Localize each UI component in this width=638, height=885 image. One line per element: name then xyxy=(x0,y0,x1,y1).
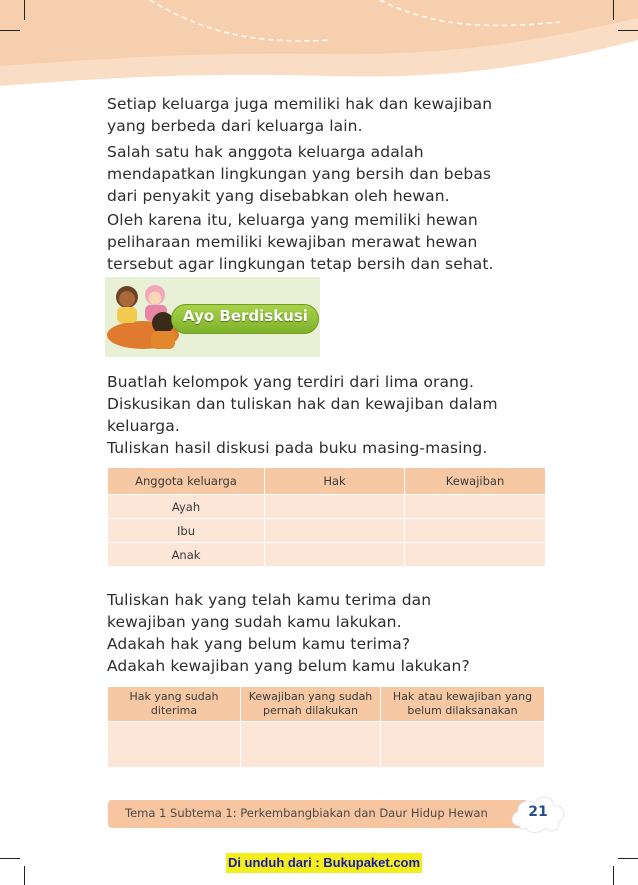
answer-cell[interactable] xyxy=(108,722,241,768)
table-row xyxy=(108,543,546,567)
member-cell: Ayah xyxy=(108,495,265,519)
text-line: tersebut agar lingkungan tetap bersih dan sehat. xyxy=(107,255,494,273)
column-header: Kewajiban xyxy=(405,468,546,495)
table-row xyxy=(108,495,546,519)
text-line: Oleh karena itu, keluarga yang memiliki hewan xyxy=(107,211,478,229)
text-line: kewajiban yang sudah kamu lakukan. xyxy=(107,613,402,631)
crop-mark xyxy=(0,858,20,859)
text-line: dari penyakit yang disebabkan oleh hewan. xyxy=(107,187,450,205)
table-row xyxy=(108,722,545,768)
paragraph-2 xyxy=(107,141,491,207)
member-cell: Ibu xyxy=(108,519,265,543)
header-line: Kewajiban yang sudah xyxy=(248,690,373,703)
text-line: peliharaan memiliki kewajiban merawat hewan xyxy=(107,233,478,251)
answer-cell[interactable] xyxy=(241,722,381,768)
text-line: Buatlah kelompok yang terdiri dari lima orang. xyxy=(107,373,475,391)
column-header: Hak xyxy=(265,468,405,495)
text-line: Salah satu hak anggota keluarga adalah xyxy=(107,143,424,161)
text-line: Adakah hak yang belum kamu terima? xyxy=(107,635,411,653)
rights-cell[interactable] xyxy=(265,543,405,567)
family-rights-table xyxy=(107,467,546,567)
crop-mark xyxy=(613,866,614,885)
header-line: pernah dilakukan xyxy=(263,704,358,717)
rights-duties-table xyxy=(107,686,545,768)
text-line: yang berbeda dari keluarga lain. xyxy=(107,117,363,135)
top-wave-band xyxy=(0,0,638,90)
table-header-row xyxy=(108,687,545,722)
questions xyxy=(107,589,470,677)
column-header xyxy=(241,687,381,722)
rights-cell[interactable] xyxy=(265,495,405,519)
duties-cell[interactable] xyxy=(405,543,546,567)
paragraph-1 xyxy=(107,93,492,137)
column-header: Anggota keluarga xyxy=(108,468,265,495)
duties-cell[interactable] xyxy=(405,519,546,543)
column-header xyxy=(108,687,241,722)
instructions xyxy=(107,371,498,459)
text-line: Diskusikan dan tuliskan hak dan kewajiban dalam xyxy=(107,395,498,413)
paragraph-3 xyxy=(107,209,494,275)
text-line: Tuliskan hak yang telah kamu terima dan xyxy=(107,591,432,609)
crop-mark xyxy=(24,866,25,885)
discussion-banner xyxy=(105,277,320,357)
crop-mark xyxy=(0,30,20,31)
table-row xyxy=(108,519,546,543)
crop-mark xyxy=(613,0,614,20)
rights-cell[interactable] xyxy=(265,519,405,543)
answer-cell[interactable] xyxy=(381,722,545,768)
header-line: Hak yang sudah xyxy=(129,690,219,703)
header-line: diterima xyxy=(150,704,198,717)
text-line: Setiap keluarga juga memiliki hak dan kewajiban xyxy=(107,95,493,113)
header-line: belum dilaksanakan xyxy=(407,704,518,717)
table-header-row xyxy=(108,468,546,495)
text-line: Tuliskan hasil diskusi pada buku masing-masing. xyxy=(107,439,488,457)
crop-mark xyxy=(618,30,638,31)
text-line: Adakah kewajiban yang belum kamu lakukan? xyxy=(107,657,470,675)
text-line: keluarga. xyxy=(107,417,180,435)
download-notice[interactable]: Di unduh dari : Bukupaket.com xyxy=(226,853,422,873)
duties-cell[interactable] xyxy=(405,495,546,519)
banner-title: Ayo Berdiskusi xyxy=(183,307,308,325)
header-line: Hak atau kewajiban yang xyxy=(392,690,533,703)
column-header xyxy=(381,687,545,722)
crop-mark xyxy=(618,858,638,859)
crop-mark xyxy=(24,0,25,20)
member-cell: Anak xyxy=(108,543,265,567)
footer-theme-text: Tema 1 Subtema 1: Perkembangbiakan dan Daur Hidup Hewan xyxy=(125,806,488,820)
page-number: 21 xyxy=(528,804,548,820)
text-line: mendapatkan lingkungan yang bersih dan bebas xyxy=(107,165,492,183)
